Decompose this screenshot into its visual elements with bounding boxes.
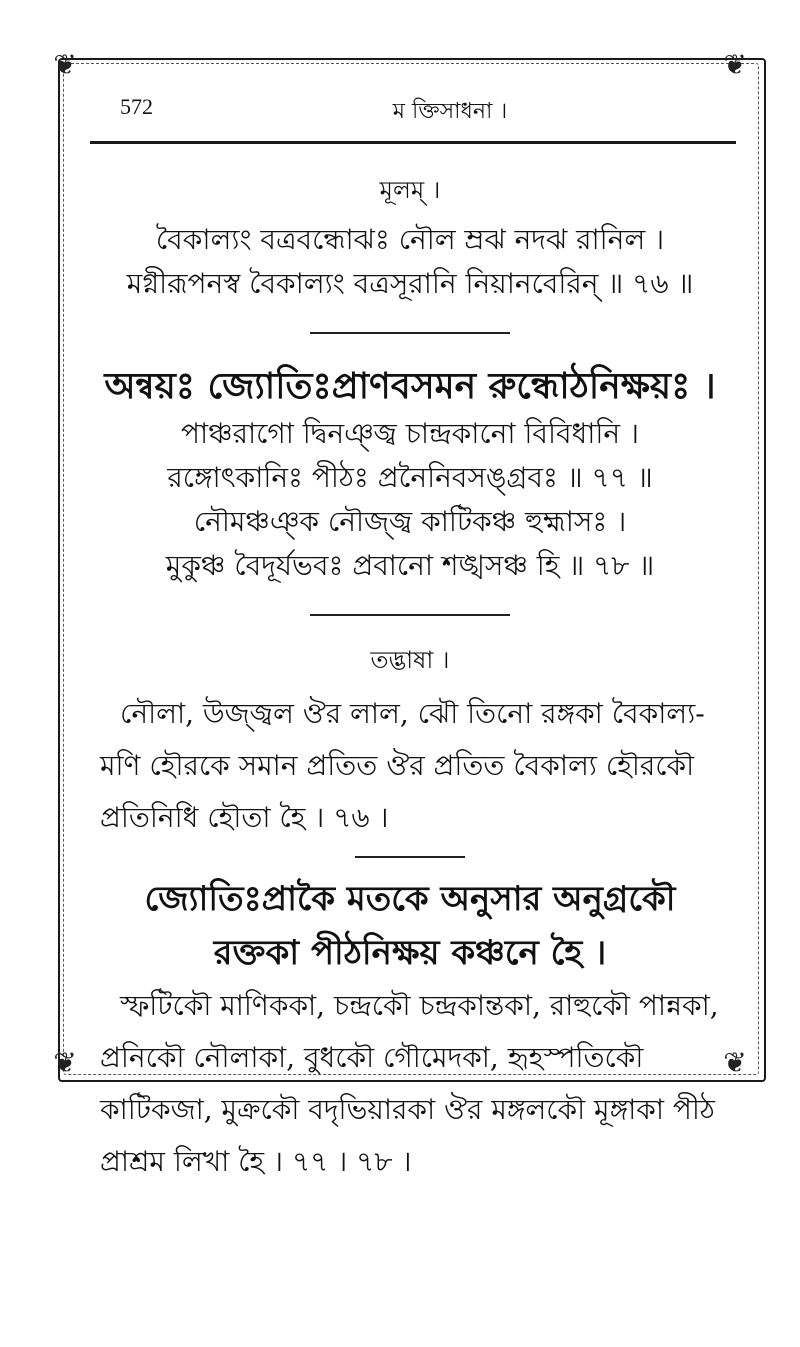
verse-line: পাঞ্চরাগো দ্বিনঞ্জ্ব চান্দ্ৰকানো বিবিধানি । — [180, 417, 639, 450]
verse-line: বৈকাল্যং বত্রবন্ধোঝঃ নৌল ম্রঝ নদঝ রানিল । — [155, 223, 665, 256]
prose-paragraph: নৌলা, উজ্জ্বল ঔর লাল, ঝৌ তিনো রঙ্গকা বৈকাল্য- মণি হৌরকে সমান প্রতিত ঔর প্রতিত বৈকাল্য হৌরকৌ প্রতিনিধি হৌতা হৈ । ৭৬ । — [100, 697, 705, 834]
section-divider — [310, 332, 510, 334]
verse-line: রঙ্গোৎকানিঃ পীঠঃ প্রনৈনিবসঙ্গ্রবঃ ॥ ৭৭ ॥ — [167, 461, 653, 494]
corner-ornament-icon: ❦ — [723, 48, 747, 81]
verse-line: মগ্নীরূপনস্ব বৈকাল্যং বত্রসূরানি নিয়ানবেরিন্ ॥ ৭৬ ॥ — [126, 267, 694, 300]
section-heading: অন্বয়ঃ জ্যোতিঃপ্রাণবসমন রুন্ধোঠনিক্ষয়ঃ । — [104, 365, 716, 407]
section-heading: জ্যোতিঃপ্রাকৈ মতকে অনুসার অনুগ্রকৌ রক্তকা পীঠনিক্ষয় কঞ্চনে হৈ । — [144, 879, 676, 973]
corner-ornament-icon: ❦ — [53, 48, 77, 81]
page-number: 572 — [120, 94, 153, 119]
corner-ornament-icon: ❦ — [53, 1046, 77, 1079]
prose-paragraph: স্ফটিকৌ মাণিককা, চন্দ্ৰকৌ চন্দ্ৰকান্তকা, রাহুকৌ পান্নকা, প্রনিকৌ নৌলাকা, বুধকৌ গৌমেদকা, হৃহস্পতিকৌ কাটিকজা, মুক্ৰকৌ বদৃভিয়ারকা ঔর মঙ্গলকৌ মূঙ্গাকা পীঠ প্রাশ্রম লিখা হৈ । ৭৭ । ৭৮ । — [100, 989, 719, 1178]
page-header — [120, 88, 720, 128]
section-divider — [355, 856, 465, 858]
page-content — [100, 160, 720, 1188]
corner-ornament-icon: ❦ — [723, 1046, 747, 1079]
verse-line: নৌমঞ্চঞ্ক নৌজ্জ্ব কাটিকঞ্চ হুহ্মাসঃ । — [193, 505, 627, 538]
section-divider — [310, 614, 510, 616]
anvaya-section — [100, 360, 720, 588]
section-label: তদ্ভাষা । — [370, 646, 450, 674]
bhasha-section — [100, 642, 720, 844]
section-label: মূলম্ । — [379, 176, 441, 204]
verse-line: মুকুঞ্চ বৈদূর্যভবঃ প্রবানো শঙ্খসঞ্চ হি ॥ ৭৮ ॥ — [165, 549, 655, 582]
header-rule — [90, 141, 736, 144]
mula-section — [100, 172, 720, 306]
running-title: ম ক্তিসাধনা । — [392, 99, 508, 124]
jyotisha-section — [100, 872, 720, 1188]
